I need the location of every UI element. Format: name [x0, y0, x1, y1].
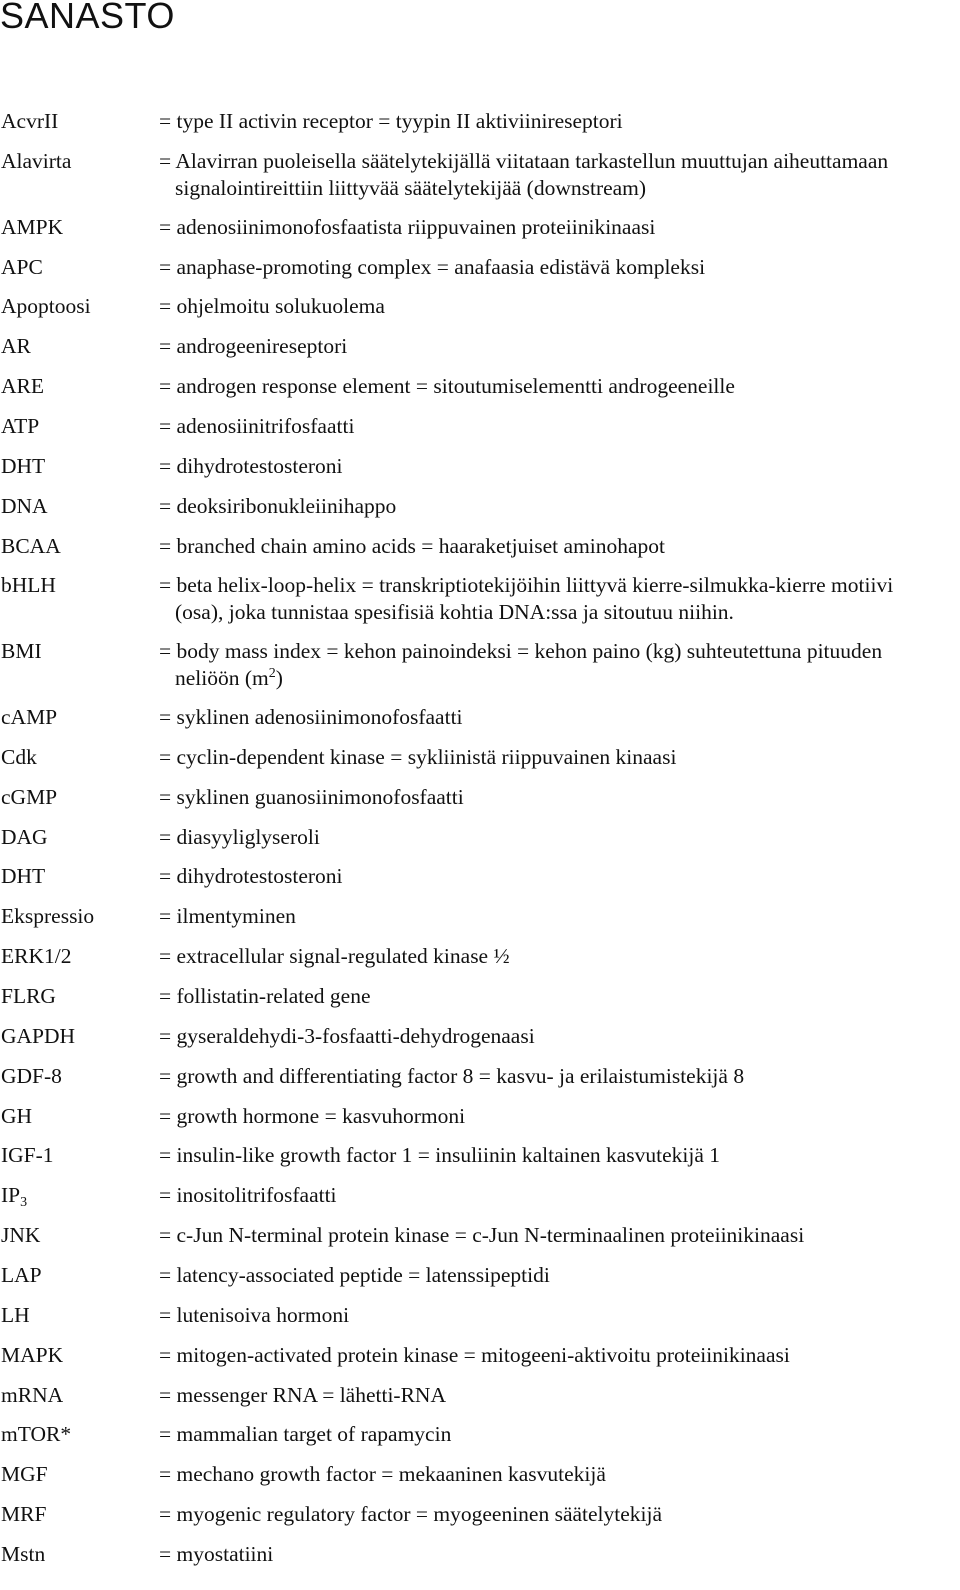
glossary-term-text: GAPDH [1, 1023, 76, 1048]
glossary-term [1, 1222, 40, 1249]
glossary-term-text: DHT [1, 453, 46, 478]
glossary-term [1, 533, 61, 560]
glossary-term-text: ERK1/2 [1, 944, 72, 969]
glossary-definition [159, 214, 959, 241]
glossary-definition-line: = type II activin receptor = tyypin II aktiviinireseptori [159, 109, 623, 133]
glossary-definition-text: neliöön (m [175, 666, 269, 691]
glossary-definition [159, 863, 959, 890]
glossary-definition-line: signalointireittiin liittyvää säätelytekijää (downstream) [175, 175, 647, 200]
glossary-definition-line: = insulin-like growth factor 1 = insuliinin kaltainen kasvutekijä 1 [159, 1143, 721, 1168]
glossary-term-text: BMI [1, 639, 42, 664]
glossary-definition-line: = ohjelmoitu solukuolema [159, 294, 385, 319]
glossary-term [1, 863, 45, 890]
glossary-definition [159, 293, 959, 320]
glossary-definition [159, 943, 959, 970]
glossary-definition-line: = syklinen guanosiinimonofosfaatti [159, 784, 464, 809]
glossary-term-text: MGF [1, 1462, 48, 1487]
glossary-definition [159, 638, 959, 692]
glossary-definition [159, 1023, 959, 1050]
glossary-definition-line: = adenosiinimonofosfaatista riippuvainen proteiinikinaasi [159, 214, 656, 239]
glossary-definition [159, 1342, 959, 1369]
glossary-definition-line: = adenosiinitrifosfaatti [159, 413, 355, 438]
glossary-definition-line: = mechano growth factor = mekaaninen kasvutekijä [159, 1462, 606, 1487]
glossary-definition [159, 744, 959, 771]
glossary-term [1, 254, 43, 281]
glossary-definition [159, 1142, 959, 1169]
glossary-definition-line: = diasyyliglyseroli [159, 824, 320, 849]
glossary-definition [159, 903, 959, 930]
glossary-term-text: Apoptoosi [1, 294, 91, 319]
glossary-term [1, 333, 31, 360]
glossary-term [1, 704, 57, 731]
glossary-term [1, 148, 71, 175]
glossary-definition [159, 453, 959, 480]
glossary-term-text: cAMP [1, 705, 58, 730]
glossary-definition [159, 1421, 959, 1448]
glossary-term-text: FLRG [1, 984, 56, 1008]
glossary-definition-line: = growth hormone = kasvuhormoni [159, 1103, 466, 1128]
glossary-definition-line: = c-Jun N-terminal protein kinase = c-Jun N-terminaalinen proteiinikinaasi [159, 1223, 805, 1248]
glossary-term [1, 453, 45, 480]
glossary-definition [159, 1461, 959, 1488]
glossary-definition-line: = body mass index = kehon painoindeksi = kehon paino (kg) suhteutettuna pituuden [159, 639, 883, 664]
glossary-term [1, 1142, 54, 1169]
glossary-definition [159, 373, 959, 400]
glossary-term-text: mRNA [1, 1382, 64, 1407]
glossary-term-text: JNK [1, 1223, 41, 1248]
glossary-definition [159, 254, 959, 281]
glossary-term-text: ATP [1, 413, 40, 438]
glossary-definition [159, 784, 959, 811]
glossary-term [1, 1262, 42, 1289]
glossary-term-text: AcvrII [1, 109, 59, 133]
glossary-term-text: BCAA [1, 533, 61, 558]
glossary-definition-line: = growth and differentiating factor 8 = kasvu- ja erilaistumistekijä 8 [159, 1063, 745, 1088]
glossary-definition [159, 1541, 959, 1568]
glossary-term-text: DHT [1, 864, 46, 889]
glossary-term-text: Alavirta [1, 148, 72, 173]
glossary-definition-line: = extracellular signal-regulated kinase ½ [159, 944, 510, 969]
glossary-term [1, 638, 42, 665]
glossary-term-text: GH [1, 1103, 33, 1128]
glossary-definition [159, 1382, 959, 1409]
glossary-term-text: DAG [1, 824, 48, 849]
glossary-term [1, 293, 91, 320]
glossary-definition-line [159, 665, 959, 692]
glossary-term-text: AMPK [1, 214, 64, 239]
glossary-definition [159, 824, 959, 851]
glossary-definition-line: = messenger RNA = lähetti-RNA [159, 1382, 446, 1407]
glossary-term-text: GDF-8 [1, 1063, 62, 1088]
glossary-definition [159, 1302, 959, 1329]
glossary-definition-line: = cyclin-dependent kinase = sykliinistä riippuvainen kinaasi [159, 744, 677, 769]
glossary-definition-line: = syklinen adenosiinimonofosfaatti [159, 705, 463, 730]
glossary-term [1, 413, 39, 440]
glossary-definition [159, 1103, 959, 1130]
glossary-definition-line: = deoksiribonukleiinihappo [159, 493, 397, 518]
glossary-definition-line: = myogenic regulatory factor = myogeeninen säätelytekijä [159, 1502, 663, 1527]
glossary-definition [159, 1222, 959, 1249]
glossary-term [1, 1302, 30, 1329]
glossary-definition-line: = mitogen-activated protein kinase = mitogeeni-aktivoitu proteiinikinaasi [159, 1342, 790, 1367]
glossary-definition [159, 108, 959, 135]
glossary-definition [159, 1501, 959, 1528]
glossary-definition-line: = latency-associated peptide = latenssipeptidi [159, 1262, 550, 1287]
glossary-term [1, 572, 56, 599]
glossary-term [1, 983, 56, 1010]
glossary-term-text: MRF [1, 1502, 47, 1527]
glossary-definition-superscript: 2 [268, 666, 276, 682]
glossary-term-text: LAP [1, 1262, 42, 1287]
page-title: SANASTO [0, 0, 175, 36]
glossary-term-text: IGF-1 [1, 1143, 54, 1168]
glossary-definition-line: = anaphase-promoting complex = anafaasia edistävä kompleksi [159, 254, 706, 279]
glossary-term-text: Cdk [1, 744, 37, 769]
glossary-term-subscript: 3 [20, 1195, 28, 1211]
glossary-definition-line: = mammalian target of rapamycin [159, 1422, 452, 1447]
glossary-definition [159, 572, 959, 626]
glossary-definition [159, 333, 959, 360]
glossary-term-text: DNA [1, 493, 48, 518]
glossary-definition [159, 1182, 959, 1209]
glossary-term [1, 493, 48, 520]
glossary-definition-line: = dihydrotestosteroni [159, 864, 343, 889]
glossary-term [1, 1103, 32, 1130]
glossary-definition [159, 413, 959, 440]
glossary-term-text: Ekspressio [1, 904, 95, 929]
glossary-term-text: LH [1, 1302, 30, 1327]
glossary-term [1, 1063, 62, 1090]
glossary-term [1, 903, 94, 930]
glossary-term [1, 1382, 63, 1409]
glossary-definition-line: = ilmentyminen [159, 904, 296, 929]
glossary-term-text: cGMP [1, 784, 58, 809]
glossary-definition-line: = lutenisoiva hormoni [159, 1302, 350, 1327]
glossary-definition [159, 704, 959, 731]
glossary-term [1, 943, 71, 970]
glossary-definition [159, 148, 959, 202]
glossary-term-text: APC [1, 254, 43, 279]
glossary-definition [159, 1063, 959, 1090]
glossary-definition [159, 983, 959, 1010]
glossary-definition [159, 493, 959, 520]
glossary-term [1, 1342, 63, 1369]
glossary-definition-line: = beta helix-loop-helix = transkriptiotekijöihin liittyvä kierre-silmukka-kierre motiivi [159, 573, 894, 598]
glossary-definition-line: = gyseraldehydi-3-fosfaatti-dehydrogenaasi [159, 1023, 535, 1048]
glossary-term [1, 108, 58, 135]
glossary-term [1, 1421, 71, 1448]
glossary-term [1, 1182, 27, 1209]
glossary-definition-text: ) [275, 666, 283, 691]
glossary-term-text: AR [1, 334, 31, 359]
glossary-term-text: Mstn [1, 1541, 46, 1566]
glossary-term-text: mTOR* [1, 1422, 72, 1447]
glossary-term [1, 373, 44, 400]
glossary-term-text: MAPK [1, 1342, 64, 1367]
glossary-definition-line: (osa), joka tunnistaa spesifisiä kohtia DNA:ssa ja sitoutuu niihin. [175, 600, 734, 625]
glossary-term [1, 1541, 45, 1568]
glossary-term [1, 824, 48, 851]
glossary-term [1, 1461, 48, 1488]
glossary-definition-line: = dihydrotestosteroni [159, 453, 343, 478]
glossary-definition [159, 533, 959, 560]
glossary-term [1, 1501, 46, 1528]
glossary-term-text: bHLH [1, 573, 56, 598]
glossary-definition [159, 1262, 959, 1289]
glossary-term [1, 1023, 75, 1050]
glossary-definition-line: = follistatin-related gene [159, 984, 371, 1008]
glossary-definition-line: = inositolitrifosfaatti [159, 1183, 337, 1208]
glossary-definition-line: = androgeenireseptori [159, 334, 348, 359]
glossary-term [1, 214, 63, 241]
glossary-term [1, 744, 37, 771]
glossary-definition-line: = myostatiini [159, 1541, 274, 1566]
glossary-definition-line: = branched chain amino acids = haaraketjuiset aminohapot [159, 533, 666, 558]
glossary-term-text: ARE [1, 374, 44, 399]
glossary-term [1, 784, 57, 811]
glossary-definition-line: = Alavirran puoleisella säätelytekijällä viitataan tarkastellun muuttujan aiheuttamaan [159, 148, 889, 173]
glossary-definition-line: = androgen response element = sitoutumiselementti androgeeneille [159, 374, 735, 399]
glossary-term-text: IP [1, 1183, 21, 1208]
